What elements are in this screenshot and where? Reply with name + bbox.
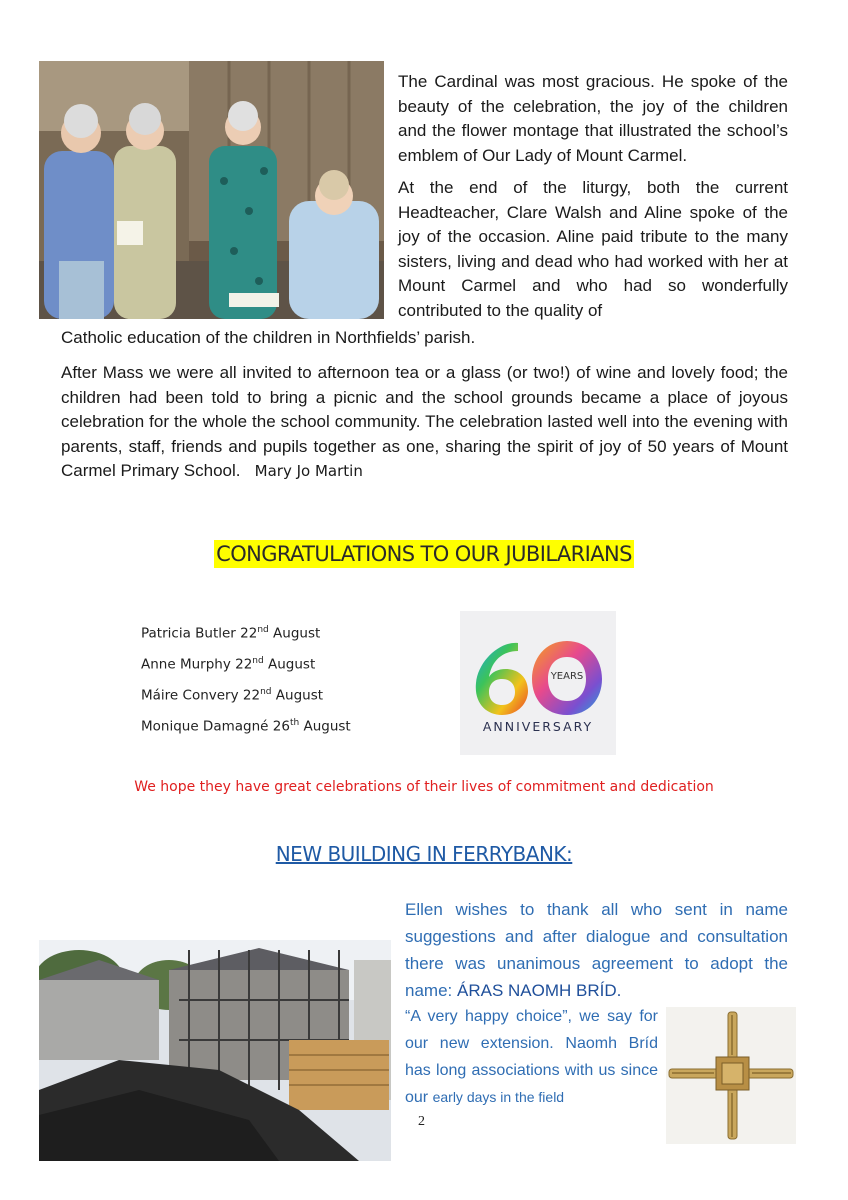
date-suffix: nd [252, 656, 264, 666]
ferrybank-text: Ellen wishes to thank all who sent in name suggestions and after dialogue and consultation there was unanimous agreement to adopt the name: [405, 900, 788, 1000]
cardinal-paragraph: The Cardinal was most gracious. He spoke of the beauty of the celebration, the joy of the children and the flower montage that illustrated the school’s emblem of Our Lady of Mount Carmel. [398, 72, 788, 165]
after-mass-text: After Mass we were all invited to afternoon tea or a glass (or two!) of wine and lovely food; the children had been told to bring a picnic and the school grounds became a place of joyous celebration for the whole the school community. The celebration lasted well into the evening with parents, staff, friends and pupils together as one, sharing the spirit of joy of 50 years of Mount Carmel Primary School. [61, 363, 788, 480]
celebration-note: We hope they have great celebrations of their lives of commitment and dedication [134, 779, 714, 795]
author-signature: Mary Jo Martin [254, 462, 363, 480]
brigid-cross-image [666, 1007, 796, 1144]
list-item [141, 712, 431, 743]
jubilarian-name: Máire Convery 22 [141, 687, 261, 704]
jubilarian-name: Patricia Butler 22 [141, 625, 258, 642]
naomh-brid-text: “A very happy choice”, we say for our new extension. Naomh Bríd has long associations with us since our [405, 1008, 658, 1106]
jubilee-month: August [303, 718, 351, 735]
list-item [141, 650, 431, 681]
jubilee-month: August [268, 656, 316, 673]
list-item [141, 619, 431, 650]
anniversary-label: ANNIVERSARY [482, 719, 594, 734]
naomh-brid-paragraph [405, 1003, 658, 1111]
page-number: 2 [418, 1114, 425, 1129]
building-name: ÁRAS NAOMH BRÍD. [456, 981, 622, 1000]
jubilee-month: August [275, 687, 324, 704]
jubilarian-name: Anne Murphy 22 [141, 656, 253, 673]
jubilarians-heading [0, 542, 848, 566]
liturgy-paragraph: At the end of the liturgy, both the current Headteacher, Clare Walsh and Aline spoke of the joy of the occasion. Aline paid tribute to the many sisters, living and dead who had worked with her at Mount Carmel and who had so wonderfully contributed to the quality of [398, 178, 788, 320]
anniversary-badge [460, 611, 616, 755]
liturgy-paragraph-tail: Catholic education of the children in Northfields’ parish. [61, 328, 476, 347]
date-suffix: th [289, 718, 300, 728]
sisters-group-photo [39, 61, 384, 319]
after-mass-paragraph [61, 361, 788, 484]
years-label: YEARS [550, 671, 584, 682]
jubilee-month: August [273, 625, 321, 642]
naomh-brid-text-small: early days in the field [432, 1089, 565, 1105]
list-item [141, 681, 431, 712]
date-suffix: nd [260, 687, 272, 697]
building-construction-photo [39, 940, 391, 1161]
ferrybank-paragraph [405, 896, 788, 1004]
jubilarians-heading-text: CONGRATULATIONS TO OUR JUBILARIANS [216, 542, 632, 566]
jubilarian-list [141, 619, 431, 743]
jubilarian-name: Monique Damagné 26 [141, 718, 290, 735]
date-suffix: nd [257, 625, 269, 635]
ferrybank-heading: NEW BUILDING IN FERRYBANK: [275, 842, 573, 866]
